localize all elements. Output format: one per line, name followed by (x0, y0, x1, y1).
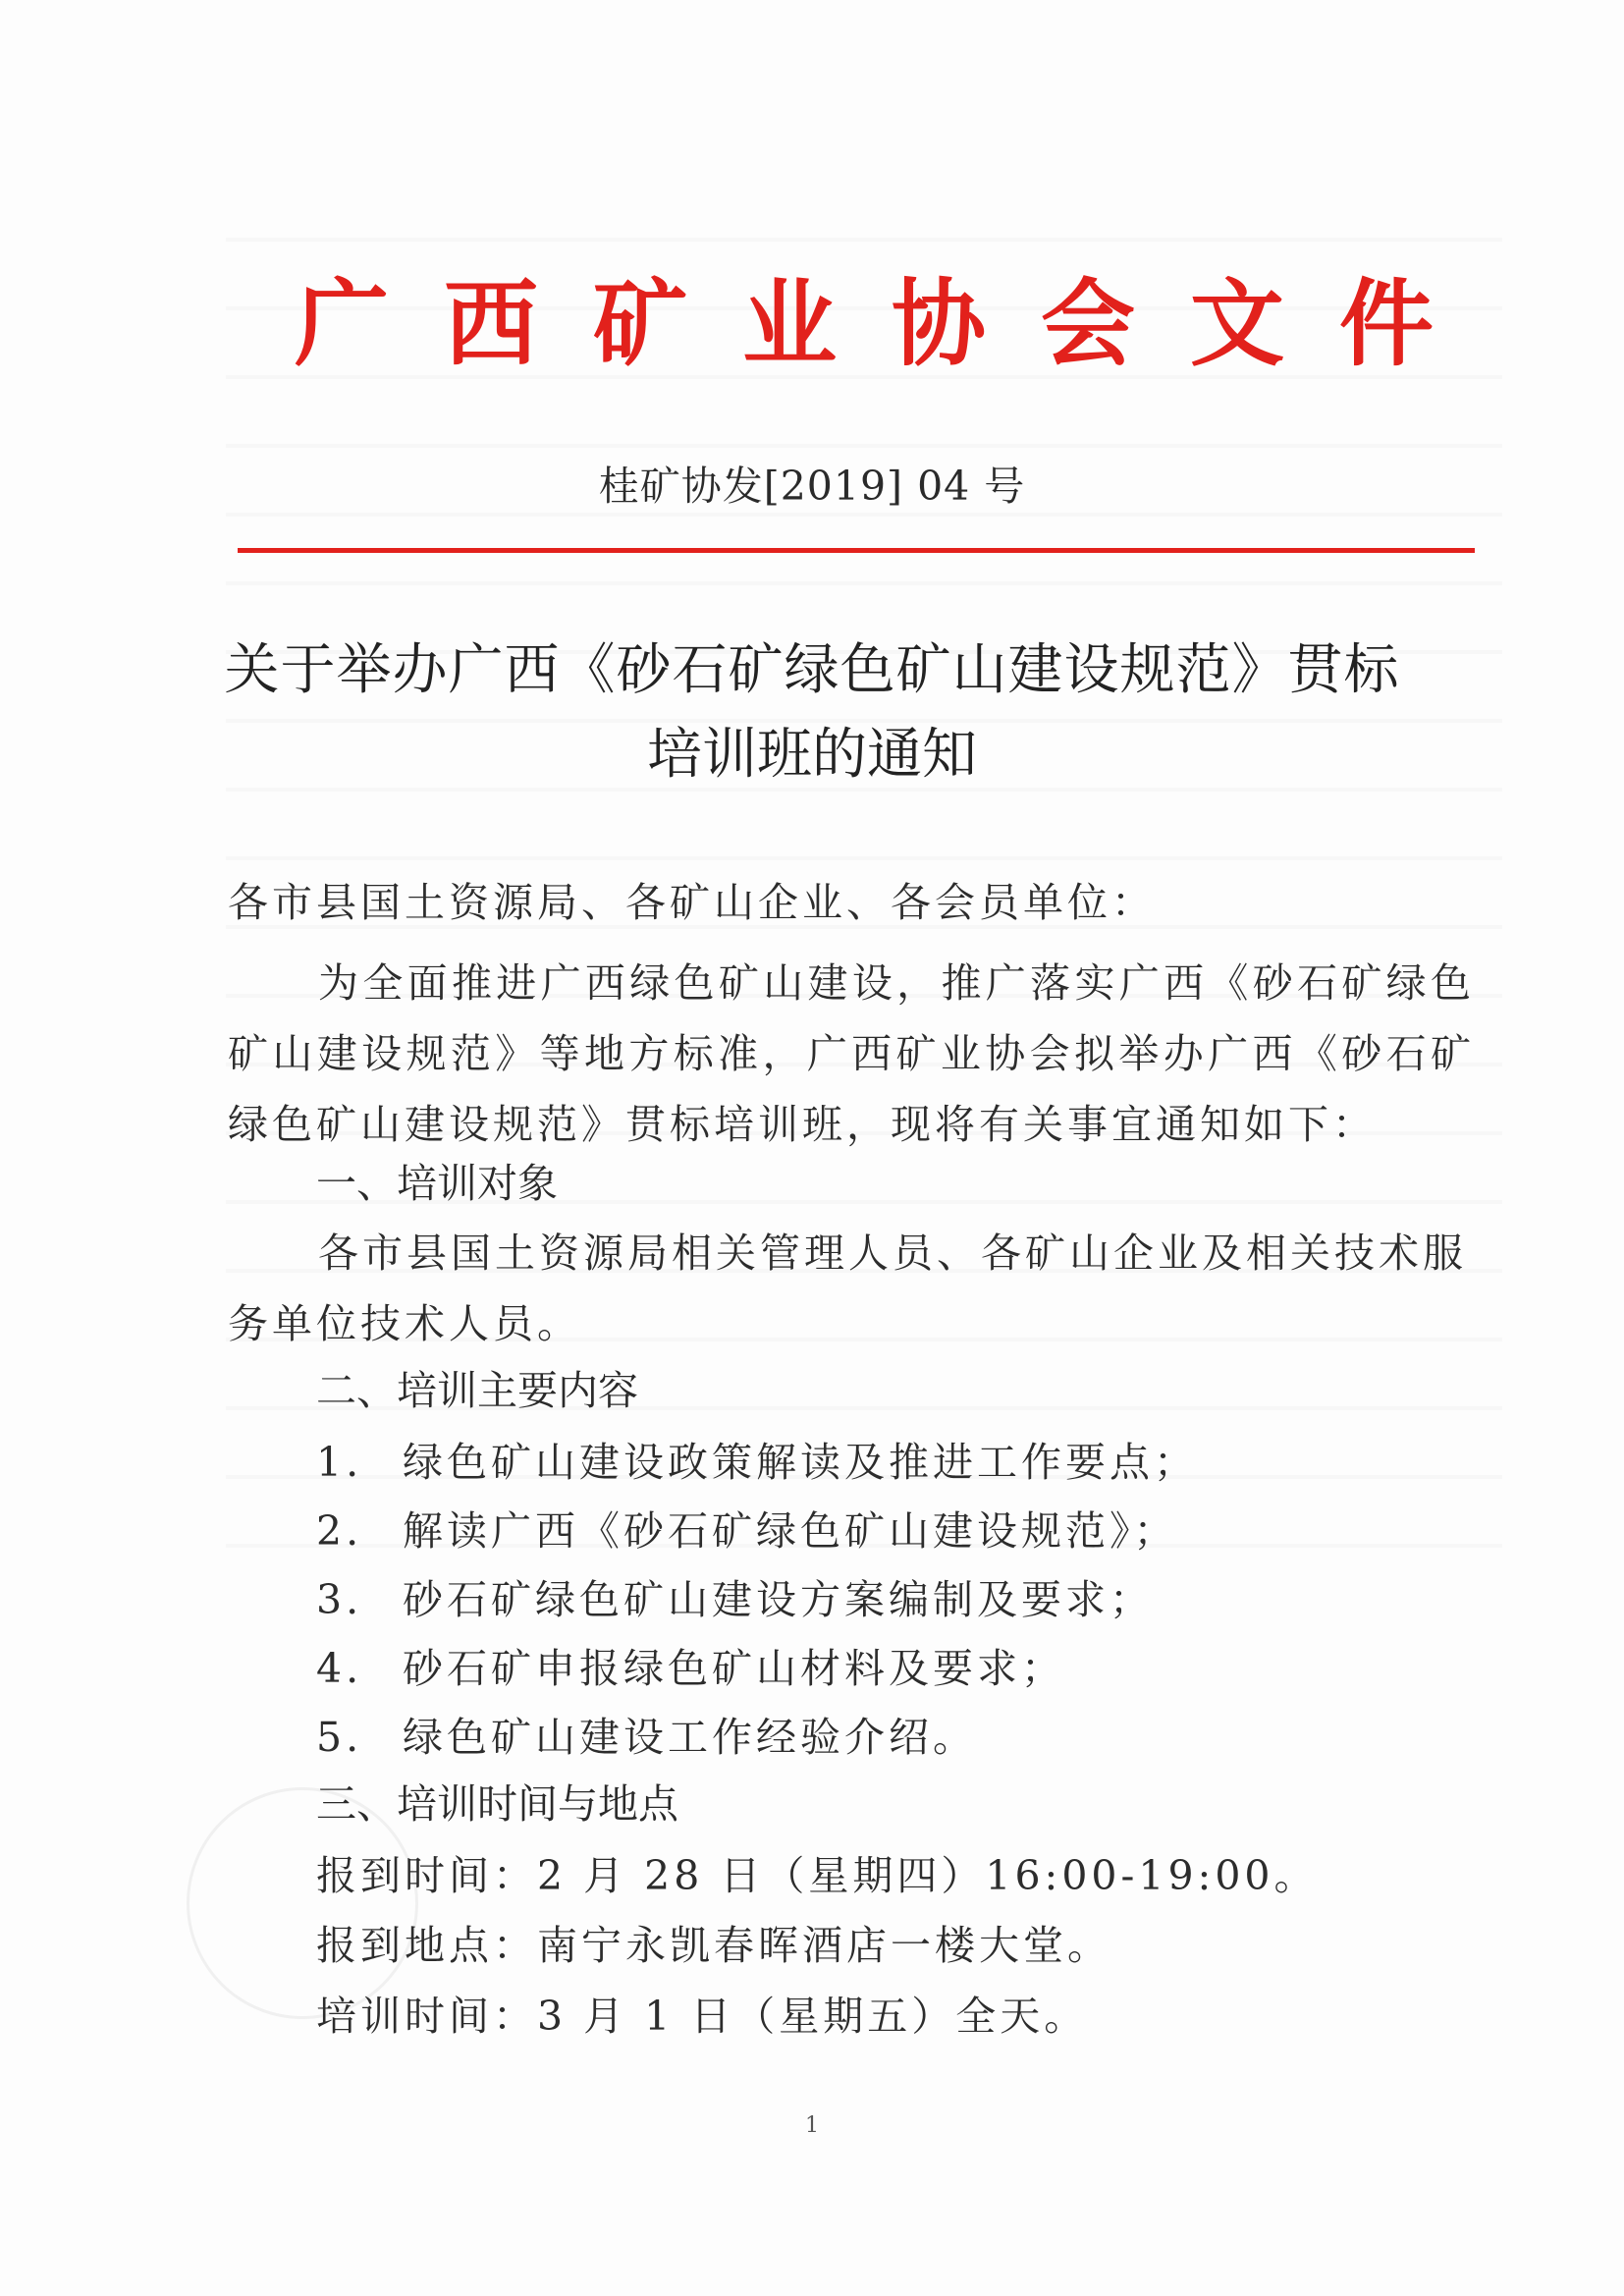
list-item-text: 砂石矿申报绿色矿山材料及要求； (403, 1645, 1065, 1692)
section-heading-2: 二、培训主要内容 (316, 1367, 638, 1414)
list-item (316, 1565, 1198, 1634)
list-item (316, 1703, 1198, 1772)
header-char: 件 (1339, 268, 1434, 379)
section-heading-3: 三、培训时间与地点 (316, 1780, 678, 1828)
header-char: 矿 (593, 268, 687, 379)
header-char: 文 (1190, 268, 1284, 379)
list-item (316, 1497, 1198, 1565)
header-char: 业 (742, 268, 837, 379)
content-list (316, 1428, 1198, 1772)
report-place: 报到地点：南宁永凯春晖酒店一楼大堂。 (316, 1922, 1111, 1969)
training-time: 培训时间：3 月 1 日（星期五）全天。 (316, 1993, 1089, 2040)
list-item-number: 2. (316, 1507, 363, 1555)
list-item-text: 绿色矿山建设政策解读及推进工作要点； (403, 1439, 1198, 1486)
list-item-number: 4. (316, 1645, 363, 1692)
title-line-2: 培训班的通知 (647, 723, 977, 787)
page-number: 1 (805, 2113, 819, 2138)
header-char: 广 (295, 268, 389, 379)
list-item-number: 3. (316, 1576, 363, 1623)
section-heading-1: 一、培训对象 (316, 1160, 558, 1207)
intro-paragraph: 为全面推进广西绿色矿山建设，推广落实广西《砂石矿绿色矿山建设规范》等地方标准，广西矿业协会拟举办广西《砂石矿绿色矿山建设规范》贯标培训班，现将有关事宜通知如下： (228, 959, 1475, 1148)
list-item (316, 1634, 1198, 1703)
document-header (295, 268, 1434, 379)
list-item-text: 砂石矿绿色矿山建设方案编制及要求； (403, 1576, 1154, 1623)
addressee: 各市县国土资源局、各矿山企业、各会员单位： (228, 879, 1156, 926)
list-item-number: 1. (316, 1439, 363, 1486)
report-time: 报到时间：2 月 28 日（星期四）16:00-19:00。 (316, 1852, 1319, 1899)
notice-title (0, 629, 1624, 797)
header-char: 西 (444, 268, 538, 379)
title-line-1: 关于举办广西《砂石矿绿色矿山建设规范》贯标 (224, 638, 1400, 702)
list-item (316, 1428, 1198, 1497)
document-number: 桂矿协发[2019] 04 号 (598, 463, 1026, 510)
list-item-number: 5. (316, 1714, 363, 1761)
list-item-text: 绿色矿山建设工作经验介绍。 (403, 1714, 977, 1761)
section1-text: 各市县国土资源局相关管理人员、各矿山企业及相关技术服务单位技术人员。 (228, 1230, 1467, 1347)
header-char: 协 (892, 268, 986, 379)
list-item-text: 解读广西《砂石矿绿色矿山建设规范》； (403, 1507, 1178, 1555)
header-char: 会 (1041, 268, 1135, 379)
red-divider (238, 548, 1475, 553)
